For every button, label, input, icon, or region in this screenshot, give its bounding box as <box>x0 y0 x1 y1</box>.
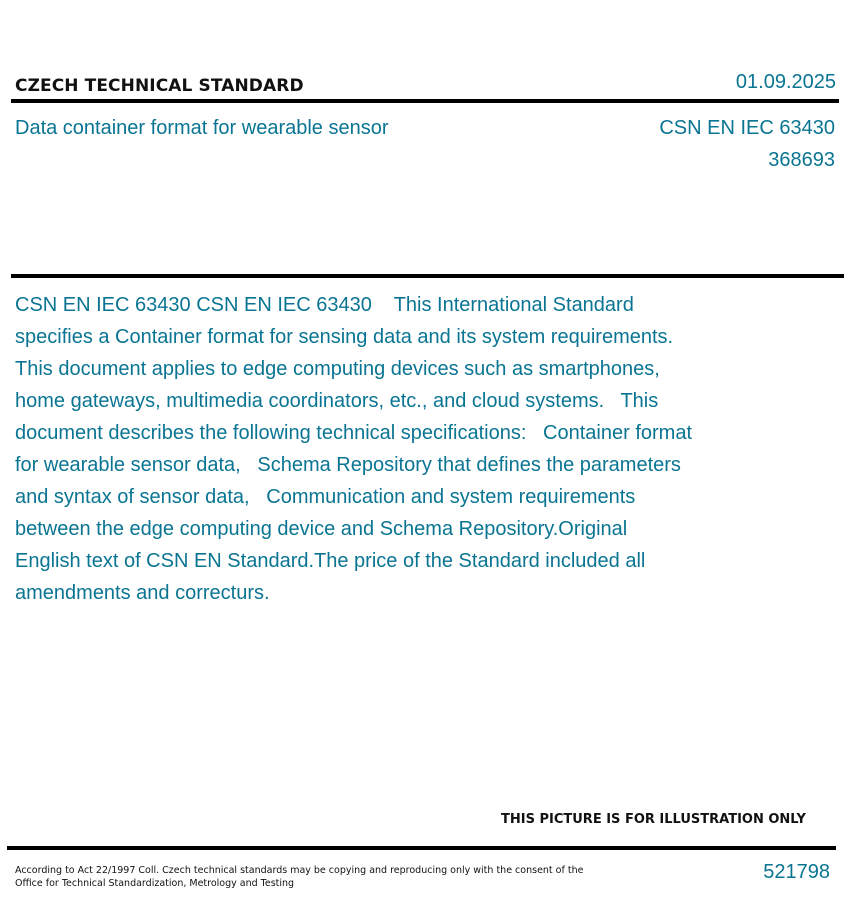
legal-notice: According to Act 22/1997 Coll. Czech technical standards may be copying and reproducing only with the consent of the Office for Technical Standardization, Metrology and Testing <box>15 865 584 889</box>
header-divider <box>11 99 839 103</box>
standard-number: CSN EN IEC 63430 <box>659 117 835 139</box>
footer-divider <box>7 846 836 850</box>
standard-abstract: CSN EN IEC 63430 CSN EN IEC 63430 This International Standard specifies a Container format for sensing data and its system requirements. This document applies to edge computing devices such as smartphones, home gateways, multimedia coordinators, etc., and cloud systems. This document describes the following technical specifications: Container format for wearable sensor data, Schema Repository that defines the parameters and syntax of sensor data, Communication and system requirements between the edge computing device and Schema Repository.Original English text of CSN EN Standard.The price of the Standard included all amendments and correcturs. <box>15 294 698 604</box>
document-type-heading: CZECH TECHNICAL STANDARD <box>15 76 304 96</box>
standard-title: Data container format for wearable sensor <box>15 117 389 139</box>
illustration-disclaimer: THIS PICTURE IS FOR ILLUSTRATION ONLY <box>501 812 806 827</box>
publication-date: 01.09.2025 <box>735 71 836 93</box>
catalog-number: 521798 <box>763 861 830 883</box>
section-divider <box>11 274 844 278</box>
classification-number: 368693 <box>768 149 835 171</box>
